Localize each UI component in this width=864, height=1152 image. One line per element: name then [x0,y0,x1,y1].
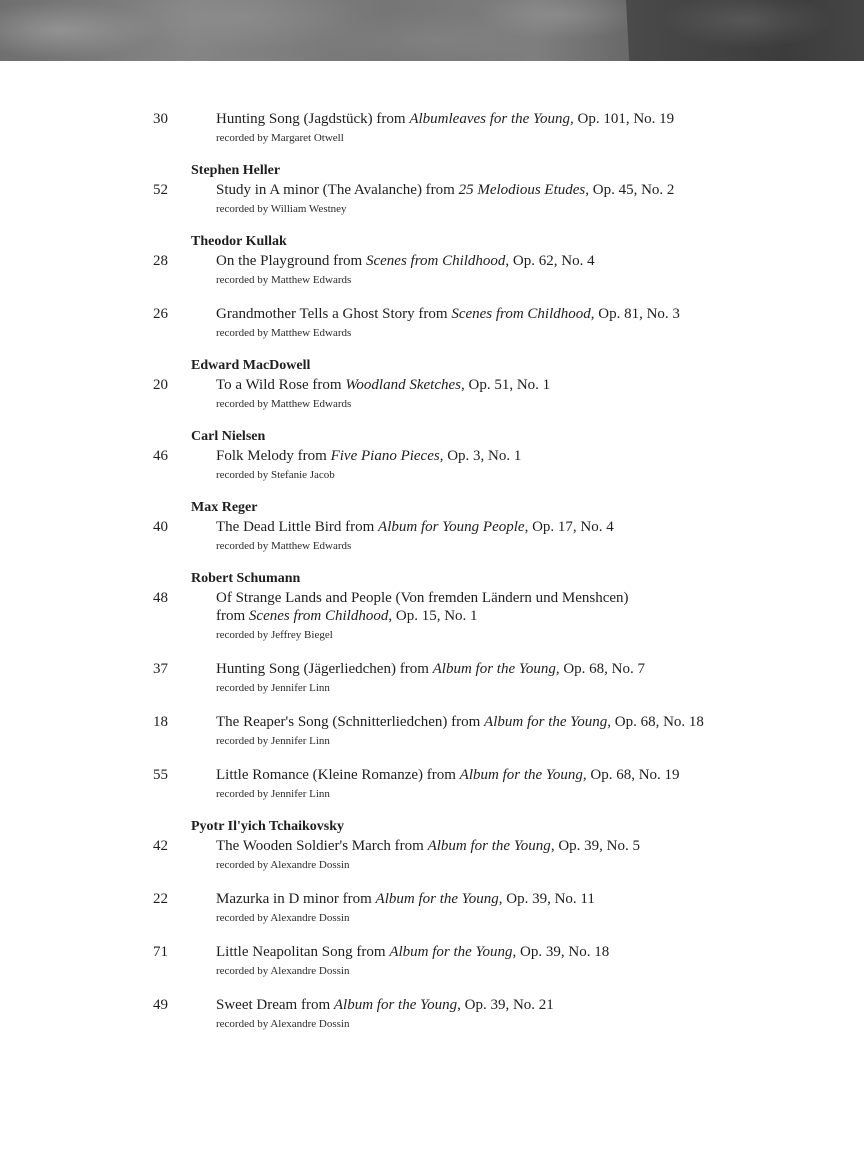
title-text: , Op. 39, No. 11 [498,891,595,907]
title-text: , Op. 39, No. 21 [457,997,554,1013]
piece-title [216,253,595,270]
page-number: 52 [153,182,168,198]
title-text: , Op. 101, No. 19 [570,111,675,127]
recorded-by: recorded by Alexandre Dossin [216,965,350,977]
piece-title [216,377,550,394]
piece-title [216,111,674,128]
header-band-shade [626,0,864,61]
title-text: To a Wild Rose from [216,377,346,393]
collection-title: 25 Melodious Etudes [458,182,586,198]
piece-title [216,182,674,199]
title-text: Little Neapolitan Song from [216,944,390,960]
collection-title: Album for the Young [459,767,583,783]
collection-title: Album for the Young [432,661,556,677]
composer-heading: Stephen Heller [191,163,281,178]
recorded-by: recorded by William Westney [216,203,347,215]
title-text: On the Playground from [216,253,366,269]
title-text: , Op. 3, No. 1 [439,448,522,464]
piece-title [216,448,521,465]
recorded-by: recorded by Stefanie Jacob [216,469,335,481]
title-text: Mazurka in D minor from [216,891,376,907]
title-text: Hunting Song (Jagdstück) from [216,111,410,127]
collection-title: Woodland Sketches [345,377,461,393]
title-text: , Op. 17, No. 4 [524,519,614,535]
title-text: Hunting Song (Jägerliedchen) from [216,661,433,677]
recorded-by: recorded by Matthew Edwards [216,398,352,410]
title-text: from [216,608,249,624]
recorded-by: recorded by Alexandre Dossin [216,859,350,871]
collection-title: Albumleaves for the Young [409,111,571,127]
recorded-by: recorded by Matthew Edwards [216,327,352,339]
recorded-by: recorded by Jennifer Linn [216,788,330,800]
title-text: Little Romance (Kleine Romanze) from [216,767,460,783]
collection-title: Scenes from Childhood [365,253,506,269]
composer-heading: Pyotr Il'yich Tchaikovsky [191,819,345,834]
title-text: Grandmother Tells a Ghost Story from [216,306,452,322]
title-text: Sweet Dream from [216,997,334,1013]
composer-heading: Theodor Kullak [191,234,287,249]
composer-heading: Max Reger [191,500,258,515]
recorded-by: recorded by Matthew Edwards [216,540,352,552]
title-text: , Op. 81, No. 3 [590,306,680,322]
piece-title [216,519,614,536]
piece-title [216,767,680,784]
title-text: The Wooden Soldier's March from [216,838,428,854]
title-text: , Op. 51, No. 1 [460,377,551,393]
page-number: 26 [153,306,168,322]
recorded-by: recorded by Alexandre Dossin [216,1018,350,1030]
page-number: 20 [153,377,168,393]
page-number: 18 [153,714,168,730]
title-text: , Op. 39, No. 18 [512,944,610,960]
title-text: , Op. 68, No. 18 [607,714,704,730]
piece-title [216,306,680,323]
title-text: , Op. 45, No. 2 [585,182,675,198]
page-number: 37 [153,661,168,677]
recorded-by: recorded by Jennifer Linn [216,735,330,747]
piece-title [216,838,640,855]
title-text: Study in A minor (The Avalanche) from [216,182,459,198]
page-number: 42 [153,838,168,854]
piece-title [216,714,704,731]
recorded-by: recorded by Alexandre Dossin [216,912,350,924]
piece-title [216,891,595,908]
page-number: 71 [153,944,168,960]
title-text: , Op. 62, No. 4 [505,253,595,269]
title-text: The Reaper's Song (Schnitterliedchen) from [216,714,485,730]
header-band [0,0,864,61]
composer-heading: Edward MacDowell [191,358,311,373]
page-number: 48 [153,590,168,606]
collection-title: Album for the Young [389,944,513,960]
collection-title: Album for the Young [375,891,499,907]
recorded-by: recorded by Matthew Edwards [216,274,352,286]
collection-title: Album for Young People [378,519,525,535]
recorded-by: recorded by Jeffrey Biegel [216,629,333,641]
page-number: 49 [153,997,168,1013]
title-text: , Op. 39, No. 5 [550,838,640,854]
page-number: 30 [153,111,168,127]
collection-title: Album for the Young [484,714,608,730]
composer-heading: Carl Nielsen [191,429,266,444]
title-text: The Dead Little Bird from [216,519,379,535]
title-text: , Op. 68, No. 7 [555,661,646,677]
collection-title: Album for the Young [333,997,458,1013]
page-number: 40 [153,519,168,535]
recorded-by: recorded by Jennifer Linn [216,682,330,694]
piece-title [216,661,645,678]
piece-title [216,608,478,625]
collection-title: Album for the Young [427,838,551,854]
page-number: 22 [153,891,168,907]
page-number: 46 [153,448,168,464]
collection-title: Five Piano Pieces [330,448,440,464]
title-text: , Op. 15, No. 1 [388,608,478,624]
title-text: Folk Melody from [216,448,331,464]
collection-title: Scenes from Childhood [451,306,591,322]
page-number: 55 [153,767,168,783]
piece-title [216,997,554,1014]
collection-title: Scenes from Childhood [248,608,389,624]
page-number: 28 [153,253,168,269]
title-text: Of Strange Lands and People (Von fremden Ländern und Menshcen) [216,590,629,606]
title-text: , Op. 68, No. 19 [582,767,680,783]
piece-title [216,590,629,607]
piece-title [216,944,609,961]
composer-heading: Robert Schumann [191,571,301,586]
recorded-by: recorded by Margaret Otwell [216,132,344,144]
